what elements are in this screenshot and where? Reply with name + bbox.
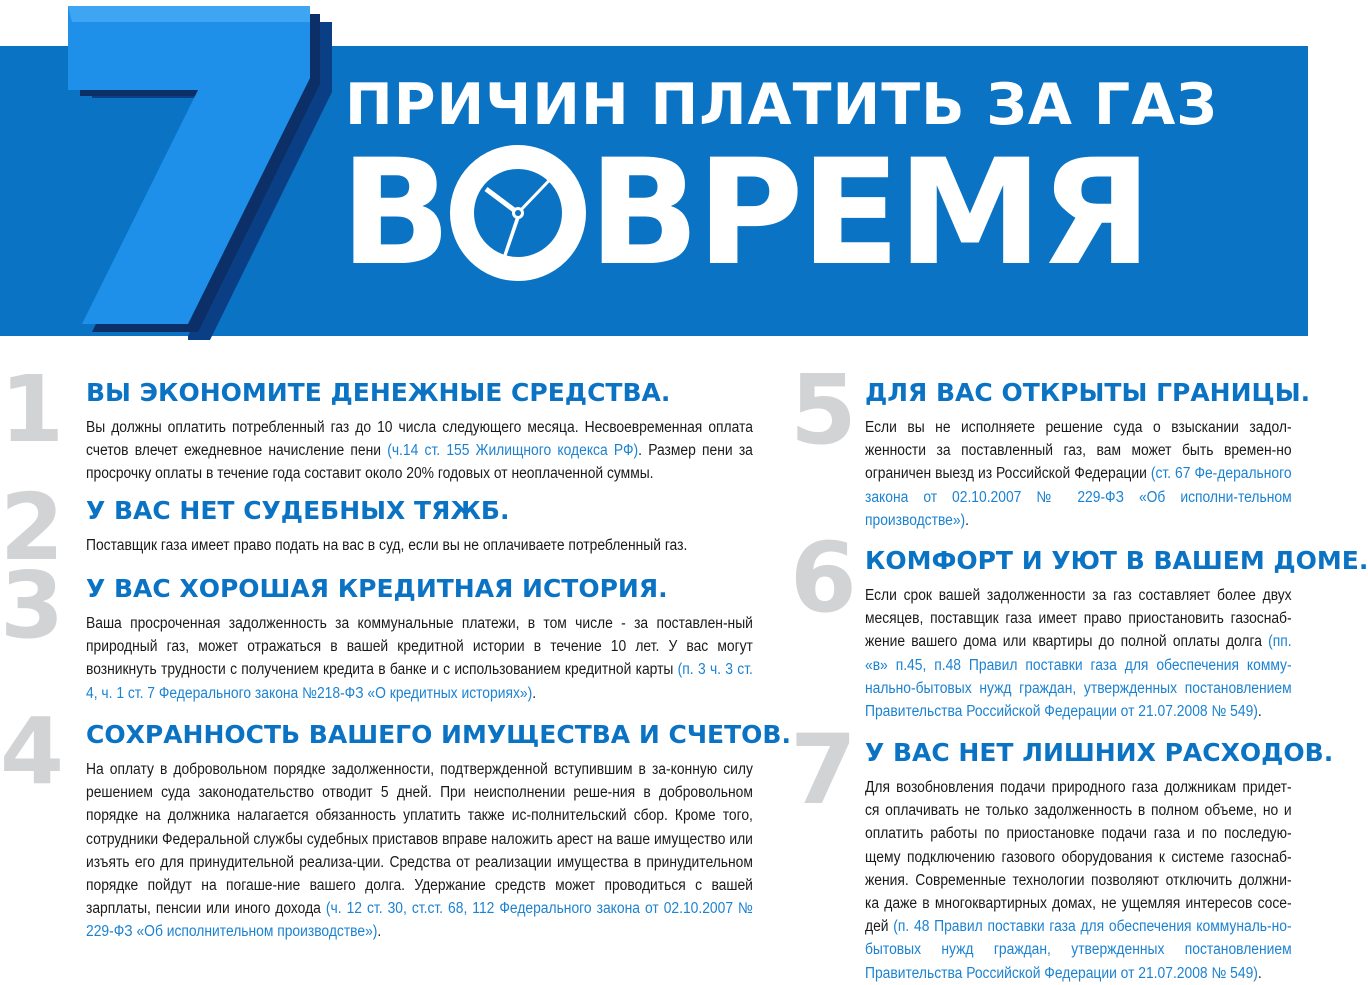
clock-icon [450, 145, 586, 281]
reason-3-reference: (п. 3 ч. 3 ст. 4, ч. 1 ст. 7 Федерального закона №218-ФЗ «О кредитных историях») [86, 661, 753, 702]
reason-5-text: Если вы не исполняете решение суда о взыскании задол-женности за поставленный газ, вам может быть времен-но ограничен выезд из Российской Федерации (ст. 67 Фе-дерального закона от 02.10.2007 № 229-ФЗ «Об исполни-тельном производстве»). [865, 419, 1292, 529]
reason-4-text: На оплату в добровольном порядке задолженности, подтвержденной вступившим в за-конную силу решением суда законодательство отводит 5 дней. При неисполнении реше-ния в добровольном порядке на должника налагается обязанность уплатить также ис-полнительский сбор. Кроме того, сотрудники Федеральной службы судебных приставов вправе наложить арест на ваше имущество или изъять его для принудительной реализа-ции. Средства от реализации имущества в принудительном порядке пойдут на погаше-ние вашего долга. Удержание средств может проводиться с вашей зарплаты, пенсии или иного дохода (ч. 12 ст. 30, ст.ст. 68, 112 Федерального закона от 02.10.2007 № 229-ФЗ «Об исполнительном производстве»). [86, 761, 753, 941]
reason-5-heading: ДЛЯ ВАС ОТКРЫТЫ ГРАНИЦЫ. [865, 378, 1311, 407]
reason-1-text: Вы должны оплатить потребленный газ до 10 числа следующего месяца. Несвоевременная оплата счетов влечет ежедневное начисление пени (ч.14 ст. 155 Жилищного кодекса РФ). Размер пени за просрочку оплаты в течение года составит около 20% годовых от неоплаченной суммы. [86, 419, 753, 483]
title-bottom-first-letter: В [340, 128, 449, 298]
reason-7-number: 7 [790, 714, 857, 826]
big-seven-graphic [20, 0, 340, 345]
reason-6-heading: КОМФОРТ И УЮТ В ВАШЕМ ДОМЕ. [865, 546, 1368, 575]
reason-5-reference: (ст. 67 Фе-дерального закона от 02.10.2007 № 229-ФЗ «Об исполни-тельном производстве») [865, 465, 1292, 529]
reason-4-number: 4 [0, 698, 65, 805]
title-top: ПРИЧИН ПЛАТИТЬ ЗА ГАЗ [345, 72, 1218, 138]
reason-3-heading: У ВАС ХОРОШАЯ КРЕДИТНАЯ ИСТОРИЯ. [86, 574, 668, 603]
reason-1-reference: (ч.14 ст. 155 Жилищного кодекса РФ) [387, 442, 639, 460]
title-bottom-rest: ВРЕМЯ [588, 128, 1150, 298]
reason-1-heading: ВЫ ЭКОНОМИТЕ ДЕНЕЖНЫЕ СРЕДСТВА. [86, 378, 671, 407]
reason-2-text: Поставщик газа имеет право подать на вас в суд, если вы не оплачиваете потребленный газ. [86, 537, 688, 554]
reason-4-heading: СОХРАННОСТЬ ВАШЕГО ИМУЩЕСТВА И СЧЕТОВ. [86, 720, 791, 749]
reason-2-number: 2 [0, 474, 65, 581]
reason-7-reference: (п. 48 Правил поставки газа для обеспечения коммуналь-но-бытовых нужд граждан, утвержденных постановлением Правительства Российской Федерации от 21.07.2008 № 549) [865, 918, 1292, 982]
reason-6-reference: (пп. «в» п.45, п.48 Правил поставки газа для обеспечения комму-нально-бытовых нужд граждан, утвержденных постановлением Правительства Российской Федерации от 21.07.2008 № 549) [865, 633, 1292, 721]
reason-3-text: Ваша просроченная задолженность за коммунальные платежи, в том числе - за поставлен-ный природный газ, может отражаться в вашей кредитной истории в течение 10 лет. У вас могут возникнуть трудности с получением кредита в банке и с использованием кредитной карты (п. 3 ч. 3 ст. 4, ч. 1 ст. 7 Федерального закона №218-ФЗ «О кредитных историях»). [86, 615, 753, 702]
reason-5-number: 5 [790, 354, 857, 466]
reason-2-heading: У ВАС НЕТ СУДЕБНЫХ ТЯЖБ. [86, 496, 510, 525]
reason-6-number: 6 [790, 522, 857, 634]
reason-4-reference: (ч. 12 ст. 30, ст.ст. 68, 112 Федерального закона от 02.10.2007 № 229-ФЗ «Об исполнительном производстве») [86, 900, 753, 941]
reason-3-number: 3 [0, 552, 65, 659]
reason-1-number: 1 [0, 356, 65, 463]
reason-7-text: Для возобновления подачи природного газа должникам придет-ся оплачивать не только задолженность в полном объеме, но и оплатить работы по приостановке подачи газа и по последую-щему подключению газового оборудования к системе газоснаб-жения. Современные технологии позволяют отключить должни-ка даже в многоквартирных домах, не ущемляя интересов сосе-дей (п. 48 Правил поставки газа для обеспечения коммуналь-но-бытовых нужд граждан, утвержденных постановлением Правительства Российской Федерации от 21.07.2008 № 549). [865, 779, 1292, 982]
reason-6-text: Если срок вашей задолженности за газ составляет более двух месяцев, поставщик газа имеет право приостановить газоснаб-жение вашего дома или квартиры до полной оплаты долга (пп. «в» п.45, п.48 Правил поставки газа для обеспечения комму-нально-бытовых нужд граждан, утвержденных постановлением Правительства Российской Федерации от 21.07.2008 № 549). [865, 587, 1292, 721]
reason-7-heading: У ВАС НЕТ ЛИШНИХ РАСХОДОВ. [865, 738, 1334, 767]
title-bottom [340, 128, 1300, 298]
